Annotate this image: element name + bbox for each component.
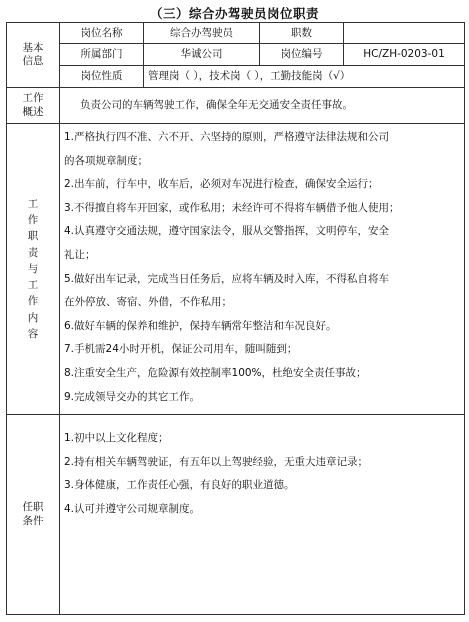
duty-line: 2.出车前，行车中，收车后，必须对车况进行检查，确保安全运行； [64, 178, 379, 191]
condition-line: 3.身体健康，工作责任心强，有良好的职业道德。 [64, 479, 295, 492]
dept-value: 华诚公司 [144, 44, 260, 66]
duty-line: 3.不得擅自将车开回家，或作私用；未经许可不得将车辆借予他人使用； [64, 201, 400, 214]
summary-label: 工作 概述 [7, 88, 60, 124]
duty-line: 6.做好车辆的保养和维护，保持车辆常年整洁和车况良好。 [64, 319, 337, 332]
job-description-table [6, 22, 465, 615]
summary-text: 负责公司的车辆驾驶工作，确保全年无交通安全责任事故。 [60, 88, 465, 124]
duty-line: 礼让； [64, 248, 96, 261]
duties-content [60, 124, 465, 415]
page-title: （三）综合办驾驶员岗位职责 [149, 6, 319, 21]
condition-line: 4.认可并遵守公司规章制度。 [64, 502, 201, 515]
duty-line: 7.手机需24小时开机，保证公司用车，随叫随到； [64, 343, 298, 356]
duty-line: 在外停放、寄宿、外借，不作私用； [64, 296, 232, 309]
rank-label: 职数 [260, 23, 344, 44]
duty-line: 8.注重安全生产，危险源有效控制率100%，杜绝安全责任事故； [64, 366, 367, 379]
post-name-label: 岗位名称 [60, 23, 144, 44]
duty-line: 9.完成领导交办的其它工作。 [64, 390, 201, 403]
conditions-label: 任职 条件 [7, 415, 60, 615]
basic-info-label: 基本 信息 [7, 23, 60, 88]
post-name-value: 综合办驾驶员 [144, 23, 260, 44]
rank-value [344, 23, 465, 44]
condition-line: 2.持有相关车辆驾驶证，有五年以上驾驶经验，无重大违章记录； [64, 455, 369, 468]
duty-line: 4.认真遵守交通法规，遵守国家法令，服从交警指挥，文明停车，安全 [64, 225, 390, 238]
nature-value: 管理岗（ ），技术岗（ ），工勤技能岗（√） [144, 66, 465, 88]
duties-label: 工 作 职 责 与 工 作 内 容 [7, 124, 60, 415]
duty-line: 的各项规章制度； [64, 154, 148, 167]
post-no-label: 岗位编号 [260, 44, 344, 66]
condition-line: 1.初中以上文化程度； [64, 432, 169, 444]
post-no-value: HC/ZH-0203-01 [344, 44, 465, 66]
dept-label: 所属部门 [60, 44, 144, 66]
duty-line: 1.严格执行四不准、六不开、六坚持的原则，严格遵守法律法规和公司 [64, 131, 390, 143]
duty-line: 5.做好出车记录，完成当日任务后，应将车辆及时入库，不得私自将车 [64, 272, 390, 285]
conditions-content [60, 415, 465, 615]
nature-label: 岗位性质 [60, 66, 144, 88]
